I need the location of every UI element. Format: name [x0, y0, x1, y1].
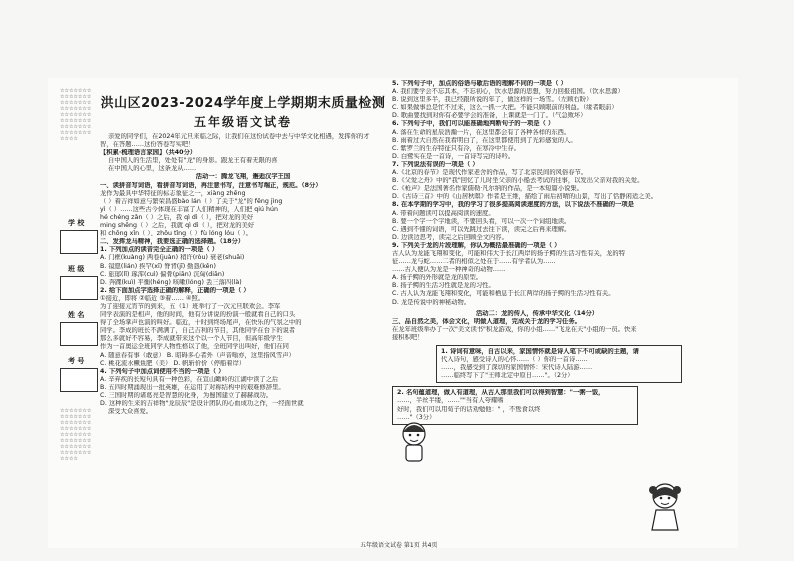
- option-line: 深受大众喜爱。: [108, 408, 153, 416]
- question-line: 9. 下列关于龙的片段理解，你认为概括最准确的一项是（ ）: [392, 241, 561, 249]
- passage-line: 那么多就好不容易，李成就带来这个以一个人节目，但高年级学生: [100, 335, 283, 343]
- school-label: 学 校: [68, 219, 85, 227]
- class-label: 班 级: [68, 265, 85, 273]
- option-line: B. 要一个字一个字地读，不要回头看，可以一次一个词组地读。: [392, 217, 571, 225]
- option-line: D. 这种的生来的吉祥物"龙辰辰"是设计团队的心血成功之作，一经面世就: [100, 400, 304, 408]
- passage-line: ……古人便认为龙是一种神奇的动物……: [392, 266, 506, 274]
- option-line: C.《枪声》是法国著名作家儒勒·凡尔纳的作品，是一本短篇小说集。: [392, 185, 584, 193]
- binding-stars-bottom: ☆☆☆☆☆☆☆☆☆☆☆☆☆☆☆☆☆☆☆☆☆☆☆☆☆☆☆☆☆☆☆☆☆☆☆☆☆☆☆☆☆☆☆☆☆☆☆☆☆☆☆☆☆☆☆☆☆☆☆☆: [60, 408, 92, 462]
- passage-line: 古人认为龙能飞翔和变化，可能和伟大于长江两岸的扬子鳄的生活习性有关，龙的特: [392, 249, 625, 257]
- passage-line: 同学。李成的班长不满满了，自己吉利的节目，其他同学在台下的说者: [100, 327, 296, 335]
- option-line: B. 雨着过大自然在我看明白了，在这里都使用到了光彩感觉的人。: [392, 136, 577, 144]
- option-line: A. 落在生命的星辰浩瀚一片，在这里都会有了各种各样的东西。: [392, 128, 571, 136]
- option-line: B. 镜愿(lián) 挨罕(xī) 脊背(jī) 勤恳(kěn): [100, 262, 216, 270]
- option-line: A. 随意春有事（敢意） B. 昭碍多心者外（声音嗡亦，这里指风雪声）: [100, 351, 295, 359]
- option-line: C. 桃花流水鳜鱼肥（美） D. 帆斩价价（停船着岸）: [100, 359, 246, 367]
- option-line: A. 我们要学会不忘其本，不忘初心，饮水思源的思想，努力回报祖国。（饮水思源）: [392, 88, 624, 96]
- binding-stars-top: ☆☆☆☆☆☆☆☆☆☆☆☆☆☆☆☆☆☆☆☆☆☆☆☆☆☆☆☆☆☆☆☆☆☆☆☆☆☆☆☆☆☆☆☆☆☆☆☆☆☆☆☆☆☆☆☆☆☆☆☆: [60, 88, 92, 142]
- option-line: A. 门框(kuàng) 两卷(juàn) 稍许(ròu) 衰老(shuāi): [100, 254, 245, 262]
- school-field[interactable]: [60, 230, 98, 254]
- question-line: 5. 下列句子中，加点的俗语与歇后语的理解不同的一项是（ ）: [392, 80, 567, 87]
- task-line: ……临终写下了"王师北定中原日……"。（2分）: [441, 372, 574, 380]
- question-line: ①接近，即将 ②临近 ③着…… ④照。: [100, 294, 205, 302]
- option-line: A. 扬子鳄的外形就是龙的原型。: [392, 274, 483, 282]
- task-line: ……，半丝半缕，……""当有人夸耀嗜: [397, 397, 504, 405]
- task-line: 好时，我们可以用荀子的话劝勉他：" ，不鸷食以终: [397, 405, 541, 413]
- task-line: 1. 诗词有意味，自古以来，家国情怀就是诗人笔下不可或缺的主题，请: [441, 348, 639, 355]
- name-field[interactable]: [60, 322, 98, 346]
- question-line: 龙作为最具中华特征的标志象征之一，xiàng zhēng: [100, 189, 246, 197]
- option-line: C. 紫罗兰的生存特征只有冷，在寒冷中生存。: [392, 144, 521, 152]
- passage-line: 在龙年班级举办了一次"美文读书"积龙游戏，你的小组……"飞龙在天"小组的一员。快来: [392, 325, 637, 333]
- option-line: D. 奔踝(kuì) 平衡(héng) 咳嗽(lóng) 丢三落四(là): [100, 278, 242, 286]
- binding-strip: [60, 88, 94, 518]
- task-line: ……，我感受到了深切的家国情怀：宋代诗人陆游……: [441, 364, 593, 372]
- boy-cartoon-icon: [396, 420, 432, 464]
- question-line: 和 chōng xǐn（ ）、zhōu tǐng（ ）fù lóng lóu（ ）。: [100, 230, 252, 238]
- question-heading: 二、发挥龙马精神，我要选正确的选择题。（18分）: [100, 238, 245, 246]
- option-line: B. 说到这里多半，我已经跟所说的年了，做这样的一场雪。（左顾右盼）: [392, 96, 593, 104]
- option-line: D.《古诗三首》中的《山居秋暝》作者是王维，描绘了雨后初晴的山景，写出了恬静闲适之美。: [392, 193, 658, 201]
- option-line: B.《父爱之舟》中的"我"回忆了儿时坐父亲的小船去考试的往事，以发出父亲对我的关爱。: [392, 177, 644, 185]
- section-heading: 【积累·梳理语言家园】（共40分）: [100, 149, 197, 157]
- task-box-proverbs: [392, 386, 638, 424]
- option-line: A. 辛弃疾的长短句具有一种色彩，在宣山瞰岭的江湖中读了之后: [100, 375, 279, 383]
- question-line: 8. 在本学期的学习中，我的学习了很多提高阅读速度的方法，以下说法不准确的一项是: [392, 201, 634, 209]
- option-line: C. 三国时期的诸葛亮是智慧的化身，为蜀国建立了赫赫战功。: [100, 392, 273, 399]
- option-line: C. 遇到不懂的词语，可以先跳过去往下读，读完之后再来理解。: [392, 225, 571, 233]
- passage-line: 征……龙与蛇……二者的相似之处在于……有学者认为……: [392, 258, 556, 266]
- intro-line: 自中国人的生活里，处处有"龙"的身影。跟龙王有着无限的喜: [108, 157, 278, 165]
- option-line: C. 如果做事总是忙不过来，这么一抓一大把。不能只顾眼前的利益。（缘者眼前）: [392, 104, 618, 112]
- page-footer: 五年级语文试卷 第1页 共4页: [360, 542, 438, 549]
- question-line: 1. 下列加点的读音完全正确的一项是（ ）: [100, 246, 219, 254]
- question-line: ming shēng（ ）之后，我就 qì dì（ ），把对龙的美好: [100, 222, 255, 230]
- question-line: yì（ ）……这些古今体现在丰富了人们精神的，人们把 qiú hún: [100, 205, 279, 213]
- task-line: ……"（3分）: [397, 413, 436, 421]
- passage-line: 接积积吧！: [392, 333, 424, 341]
- option-line: D. 白鹭实在是一首诗，一首诗写完的诗吟。: [392, 152, 515, 160]
- id-field[interactable]: [60, 368, 98, 392]
- question-line: 2. 给下面加点字选择正确的解释，正确的一项是（ ）: [100, 286, 250, 294]
- right-column: [392, 80, 682, 425]
- id-label: 考 号: [68, 357, 85, 365]
- intro-line: 在中国人的心里，这条龙从……: [108, 165, 197, 173]
- intro-line: 智，在答题……这份答卷写实吧！: [100, 141, 195, 149]
- girl-cartoon-icon: [646, 480, 684, 532]
- option-line: C. 旅邸(lǐ) 琢浑(cuì) 偏骨(piān) 沉甸(diān): [100, 270, 225, 278]
- name-label: 姓 名: [68, 311, 85, 319]
- question-heading: 一、读拼音写词语，看拼音写词语，再注意书写，注意书写端正，规范。（8分）: [100, 181, 322, 189]
- passage-line: 同学表演的是相声，他的时间，他有分讲说的扮演一般就看自己的口头: [100, 311, 296, 319]
- option-line: C. 古人认为龙能飞翔和变化，可能和栖息于长江两岸的扬子鳄的生活习性有关。: [392, 290, 615, 298]
- passage-line: 作为一首奥运全班同学人物性格以了他，全班同学出叫好，他们在同: [100, 343, 289, 351]
- passage-line: 为了迎接元宵节的到来，五（1）班举行了一次元旦联欢会。李军: [100, 302, 281, 310]
- question-line: 7. 下列说法有误的一项是（ ）: [392, 160, 479, 168]
- left-column: [100, 84, 386, 416]
- question-line: hé chéng zǎn（ ）之后，我 qì dì（ ），把对龙的美好: [100, 213, 254, 221]
- exam-subtitle: 五年级语文试卷: [193, 115, 292, 129]
- question-line: 6. 下列句子中，我们可以能准确地判断句子的一项是（ ）: [392, 120, 555, 128]
- intro-line: 亲爱的同学们，在2024年元旦来临之际，让我们在这份试卷中去与中华文化相遇，发挥你的才: [108, 133, 370, 140]
- option-line: D. 歌曲要找到对你有必要学会的准备，上课就是一门了。（气急败坏）: [392, 112, 587, 120]
- passage-line: 得了全场掌声也演的叫好。临近，十时到终场尾声，在快乐的气氛之中的: [100, 319, 302, 327]
- option-line: D. 龙是传说中的神秘动物。: [392, 298, 471, 306]
- option-line: B. 扬子鳄的生活习性就是龙的习性。: [392, 282, 495, 290]
- exam-title: 洪山区2023-2024学年度上学期期末质量检测: [100, 96, 386, 111]
- task-line: 代入诗句，感受诗人的心怀……（ ）你的一首诗……: [441, 356, 588, 364]
- option-line: D. 边读边思考，读完之后回顾全文内容。: [392, 233, 508, 241]
- option-line: A. 带着问题读可以提高阅读的速度。: [392, 209, 495, 217]
- option-line: B. 五四时期涌现出一批英雄，在运用了对称结构中的艰难修辞里。: [100, 383, 285, 391]
- question-line: （ ）着吉祥如意与繁荣昌盛bào lán（ ）了关于"龙"的 fēng jìng: [100, 197, 283, 205]
- question-line: 4. 下列句子中加点词使用不当的一项是（ ）: [100, 367, 225, 375]
- activity-heading: 活动二：龙的传人，传承中华文化（14分）: [475, 309, 599, 317]
- question-heading: 三、品自然之美，体会文化，明做人道理，完成关于龙的学习任务。: [392, 317, 581, 325]
- class-field[interactable]: [60, 276, 98, 300]
- task-line: 2. 名句蕴道理，做人有道理，从古人那里我们可以得到智慧："一粥一饭，: [397, 389, 605, 397]
- option-line: A.《北京的春节》是现代作家老舍的作品，写了北京民间的风俗春节。: [392, 169, 588, 177]
- activity-heading: 活动一：腾龙飞翔，邂逅汉字王国: [195, 173, 291, 181]
- task-box-poetry: [436, 345, 682, 383]
